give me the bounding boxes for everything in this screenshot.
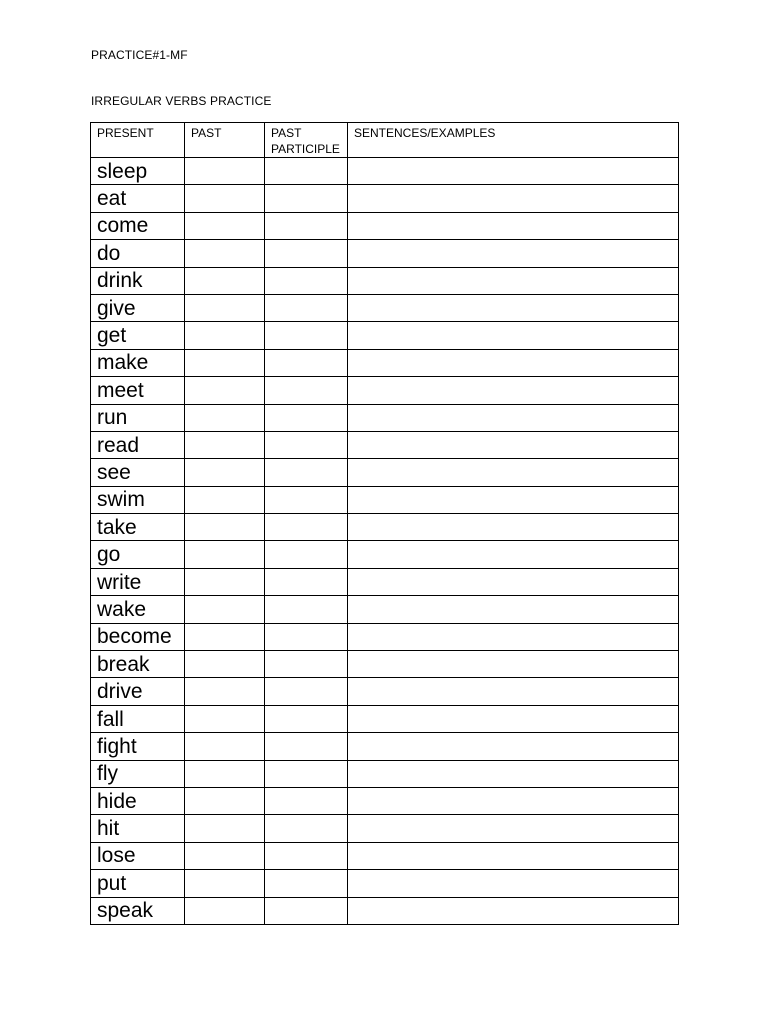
present-verb-cell: hide xyxy=(91,787,185,814)
header-present: PRESENT xyxy=(91,123,185,158)
past-participle-cell xyxy=(265,404,348,431)
sentence-example-cell xyxy=(348,842,679,869)
past-cell xyxy=(185,842,265,869)
table-row xyxy=(91,842,679,869)
table-row xyxy=(91,212,679,239)
present-verb-cell: fight xyxy=(91,733,185,760)
present-verb-cell: hit xyxy=(91,815,185,842)
present-verb-cell: take xyxy=(91,514,185,541)
past-participle-cell xyxy=(265,322,348,349)
past-cell xyxy=(185,294,265,321)
past-cell xyxy=(185,431,265,458)
sentence-example-cell xyxy=(348,596,679,623)
past-cell xyxy=(185,678,265,705)
table-row xyxy=(91,404,679,431)
past-participle-cell xyxy=(265,705,348,732)
table-row xyxy=(91,294,679,321)
table-row xyxy=(91,185,679,212)
table-row xyxy=(91,158,679,185)
past-participle-cell xyxy=(265,486,348,513)
past-participle-cell xyxy=(265,596,348,623)
past-participle-cell xyxy=(265,815,348,842)
table-row xyxy=(91,514,679,541)
past-participle-cell xyxy=(265,514,348,541)
header-past: PAST xyxy=(185,123,265,158)
sentence-example-cell xyxy=(348,760,679,787)
sentence-example-cell xyxy=(348,240,679,267)
past-cell xyxy=(185,377,265,404)
table-row xyxy=(91,431,679,458)
sentence-example-cell xyxy=(348,459,679,486)
past-cell xyxy=(185,705,265,732)
past-cell xyxy=(185,733,265,760)
past-participle-cell xyxy=(265,185,348,212)
past-cell xyxy=(185,651,265,678)
table-row xyxy=(91,596,679,623)
past-cell xyxy=(185,486,265,513)
past-participle-cell xyxy=(265,568,348,595)
sentence-example-cell xyxy=(348,267,679,294)
sentence-example-cell xyxy=(348,212,679,239)
past-cell xyxy=(185,623,265,650)
sentence-example-cell xyxy=(348,377,679,404)
present-verb-cell: drive xyxy=(91,678,185,705)
table-row xyxy=(91,705,679,732)
past-cell xyxy=(185,815,265,842)
table-row xyxy=(91,267,679,294)
present-verb-cell: run xyxy=(91,404,185,431)
past-participle-cell xyxy=(265,760,348,787)
present-verb-cell: do xyxy=(91,240,185,267)
table-row xyxy=(91,651,679,678)
past-participle-cell xyxy=(265,787,348,814)
past-participle-cell xyxy=(265,212,348,239)
table-row xyxy=(91,870,679,897)
sentence-example-cell xyxy=(348,870,679,897)
past-participle-cell xyxy=(265,240,348,267)
past-participle-cell xyxy=(265,678,348,705)
table-row xyxy=(91,815,679,842)
present-verb-cell: see xyxy=(91,459,185,486)
past-participle-cell xyxy=(265,897,348,924)
table-row xyxy=(91,459,679,486)
sentence-example-cell xyxy=(348,651,679,678)
past-cell xyxy=(185,596,265,623)
past-participle-cell xyxy=(265,459,348,486)
past-cell xyxy=(185,267,265,294)
present-verb-cell: come xyxy=(91,212,185,239)
present-verb-cell: lose xyxy=(91,842,185,869)
table-row xyxy=(91,760,679,787)
sentence-example-cell xyxy=(348,322,679,349)
sentence-example-cell xyxy=(348,294,679,321)
table-body xyxy=(91,158,679,925)
past-participle-cell xyxy=(265,733,348,760)
sentence-example-cell xyxy=(348,705,679,732)
past-participle-cell xyxy=(265,431,348,458)
sentence-example-cell xyxy=(348,568,679,595)
present-verb-cell: make xyxy=(91,349,185,376)
past-cell xyxy=(185,322,265,349)
present-verb-cell: eat xyxy=(91,185,185,212)
table-row xyxy=(91,623,679,650)
table-row xyxy=(91,322,679,349)
past-participle-cell xyxy=(265,870,348,897)
present-verb-cell: swim xyxy=(91,486,185,513)
present-verb-cell: drink xyxy=(91,267,185,294)
present-verb-cell: get xyxy=(91,322,185,349)
table-row xyxy=(91,541,679,568)
document-code: PRACTICE#1-MF xyxy=(91,48,188,62)
present-verb-cell: fall xyxy=(91,705,185,732)
past-participle-cell xyxy=(265,623,348,650)
past-participle-cell xyxy=(265,651,348,678)
sentence-example-cell xyxy=(348,349,679,376)
past-cell xyxy=(185,568,265,595)
past-cell xyxy=(185,541,265,568)
past-participle-cell xyxy=(265,842,348,869)
present-verb-cell: write xyxy=(91,568,185,595)
table-header-row xyxy=(91,123,679,158)
header-sentences-examples: SENTENCES/EXAMPLES xyxy=(348,123,679,158)
past-cell xyxy=(185,240,265,267)
past-participle-cell xyxy=(265,267,348,294)
header-past-participle: PAST PARTICIPLE xyxy=(265,123,348,158)
table-row xyxy=(91,377,679,404)
sentence-example-cell xyxy=(348,897,679,924)
past-cell xyxy=(185,459,265,486)
sentence-example-cell xyxy=(348,733,679,760)
sentence-example-cell xyxy=(348,541,679,568)
present-verb-cell: give xyxy=(91,294,185,321)
present-verb-cell: break xyxy=(91,651,185,678)
sentence-example-cell xyxy=(348,185,679,212)
present-verb-cell: fly xyxy=(91,760,185,787)
table-row xyxy=(91,897,679,924)
table-row xyxy=(91,568,679,595)
past-cell xyxy=(185,349,265,376)
table-row xyxy=(91,486,679,513)
past-cell xyxy=(185,787,265,814)
past-participle-cell xyxy=(265,349,348,376)
past-cell xyxy=(185,760,265,787)
present-verb-cell: sleep xyxy=(91,158,185,185)
sentence-example-cell xyxy=(348,514,679,541)
sentence-example-cell xyxy=(348,404,679,431)
present-verb-cell: wake xyxy=(91,596,185,623)
sentence-example-cell xyxy=(348,678,679,705)
present-verb-cell: go xyxy=(91,541,185,568)
past-cell xyxy=(185,870,265,897)
past-cell xyxy=(185,212,265,239)
document-title: IRREGULAR VERBS PRACTICE xyxy=(91,94,272,108)
sentence-example-cell xyxy=(348,815,679,842)
sentence-example-cell xyxy=(348,431,679,458)
sentence-example-cell xyxy=(348,486,679,513)
present-verb-cell: put xyxy=(91,870,185,897)
table-row xyxy=(91,240,679,267)
past-cell xyxy=(185,158,265,185)
irregular-verbs-table xyxy=(90,122,679,925)
present-verb-cell: speak xyxy=(91,897,185,924)
past-cell xyxy=(185,514,265,541)
past-cell xyxy=(185,404,265,431)
present-verb-cell: meet xyxy=(91,377,185,404)
table-row xyxy=(91,733,679,760)
sentence-example-cell xyxy=(348,787,679,814)
table-row xyxy=(91,678,679,705)
past-participle-cell xyxy=(265,294,348,321)
past-participle-cell xyxy=(265,377,348,404)
past-participle-cell xyxy=(265,158,348,185)
present-verb-cell: read xyxy=(91,431,185,458)
present-verb-cell: become xyxy=(91,623,185,650)
sentence-example-cell xyxy=(348,158,679,185)
table-row xyxy=(91,349,679,376)
sentence-example-cell xyxy=(348,623,679,650)
past-participle-cell xyxy=(265,541,348,568)
past-cell xyxy=(185,185,265,212)
table-row xyxy=(91,787,679,814)
past-cell xyxy=(185,897,265,924)
